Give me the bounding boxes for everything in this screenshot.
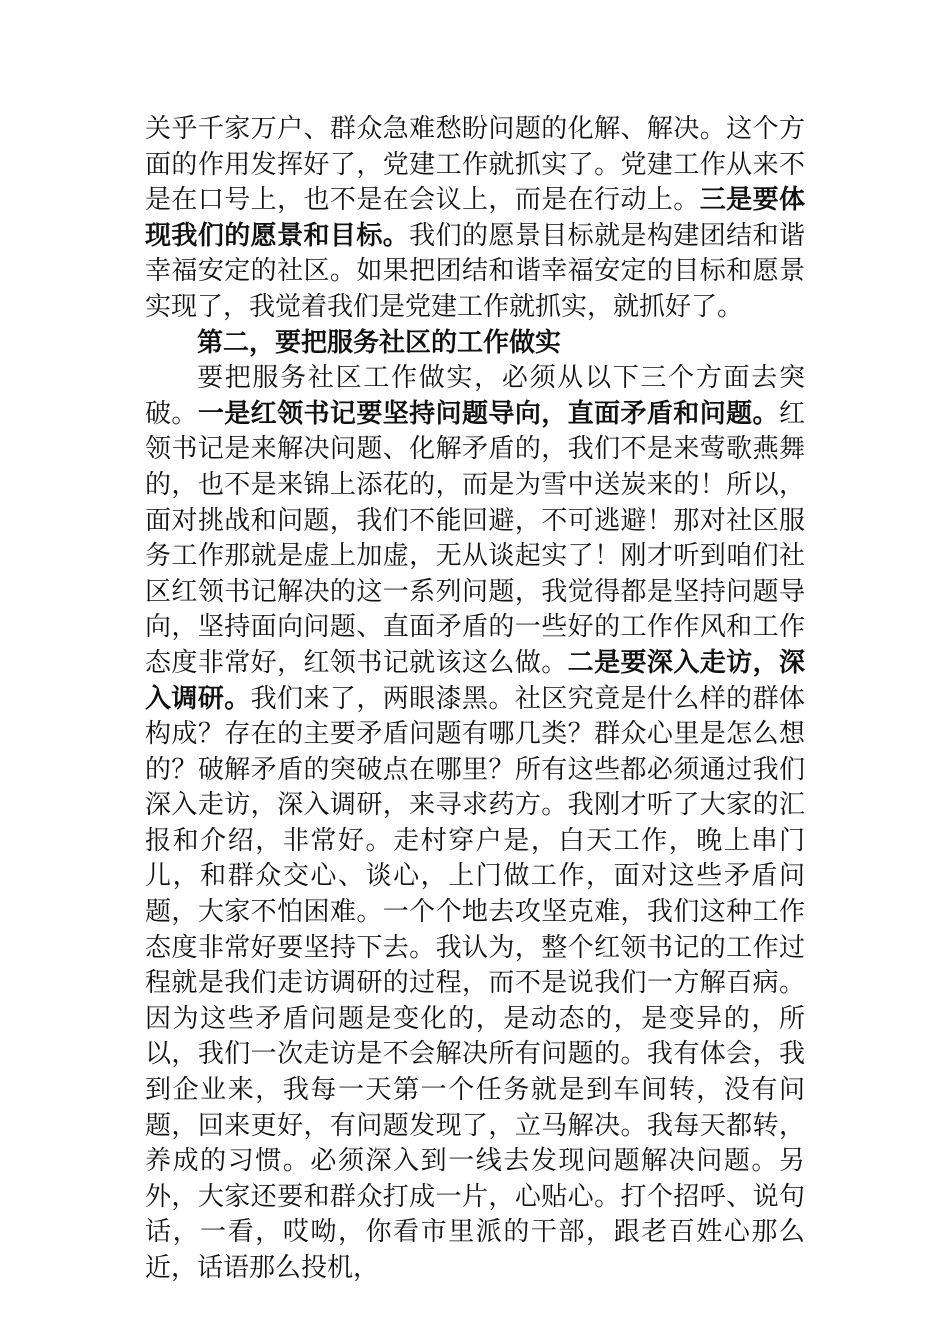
- paragraph-2-bold-point-two: 二是要深入走访，深入调研。: [145, 647, 805, 714]
- document-page: [145, 112, 805, 1287]
- paragraph-1-run-3: 我们的愿景目标就是构建团结和谐幸福安定的社区。如果把团结和谐幸福安定的目标和愿景实现了，我觉着我们是党建工作就抓实，就抓好了。: [145, 220, 805, 322]
- paragraph-1-bold-point-three: 三是要体现我们的愿景和目标。: [145, 185, 805, 251]
- paragraph-2-run-5: 我们来了，两眼漆黑。社区究竟是什么样的群体构成？存在的主要矛盾问题有哪几类？群众心里是怎么想的？破解矛盾的突破点在哪里？所有这些都必须通过我们深入走访，深入调研，来寻求药方。我刚才听了大家的汇报和介绍，非常好。走村穿户是，白天工作，晚上串门儿，和群众交心、谈心，上门做工作，面对这些矛盾问题，大家不怕困难。一个个地去攻坚克难，我们这种工作态度非常好要坚持下去。我认为，整个红领书记的工作过程就是我们走访调研的过程，而不是说我们一方解百病。因为这些矛盾问题是变化的，是动态的，是变异的，所以，我们一次走访是不会解决所有问题的。我有体会，我到企业来，我每一天第一个任务就是到车间转，没有问题，回来更好，有问题发现了，立马解决。我每天都转，养成的习惯。必须深入到一线去发现问题解决问题。另外，大家还要和群众打成一片，心贴心。打个招呼、说句话，一看，哎呦，你看市里派的干部，跟老百姓心那么近，话语那么投机，: [145, 683, 805, 1283]
- paragraph-2-bold-point-one: 一是红领书记要坚持问题导向，直面矛盾和问题。: [197, 398, 779, 429]
- paragraph-1: [145, 112, 805, 326]
- paragraph-2-run-3: 红领书记是来解决问题、化解矛盾的，我们不是来莺歌燕舞的，也不是来锦上添花的，而是为雪中送炭来的！所以，面对挑战和问题，我们不能回避，不可逃避！那对社区服务工作那就是虚上加虚，无从谈起实了！刚才听到咱们社区红领书记解决的这一系列问题，我觉得都是坚持问题导向，坚持面向问题、直面矛盾的一些好的工作作风和工作态度非常好，红领书记就该这么做。: [145, 398, 805, 678]
- section-heading-second: 第二，要把服务社区的工作做实: [197, 327, 562, 358]
- paragraph-2: [145, 361, 805, 1286]
- paragraph-2-run-1: 要把服务社区工作做实，必须从以下三个方面去突破。: [145, 363, 805, 429]
- paragraph-1-run-1: 关乎千家万户、群众急难愁盼问题的化解、解决。这个方面的作用发挥好了，党建工作就抓实了。党建工作从来不是在口号上，也不是在会议上，而是在行动上。: [145, 114, 805, 216]
